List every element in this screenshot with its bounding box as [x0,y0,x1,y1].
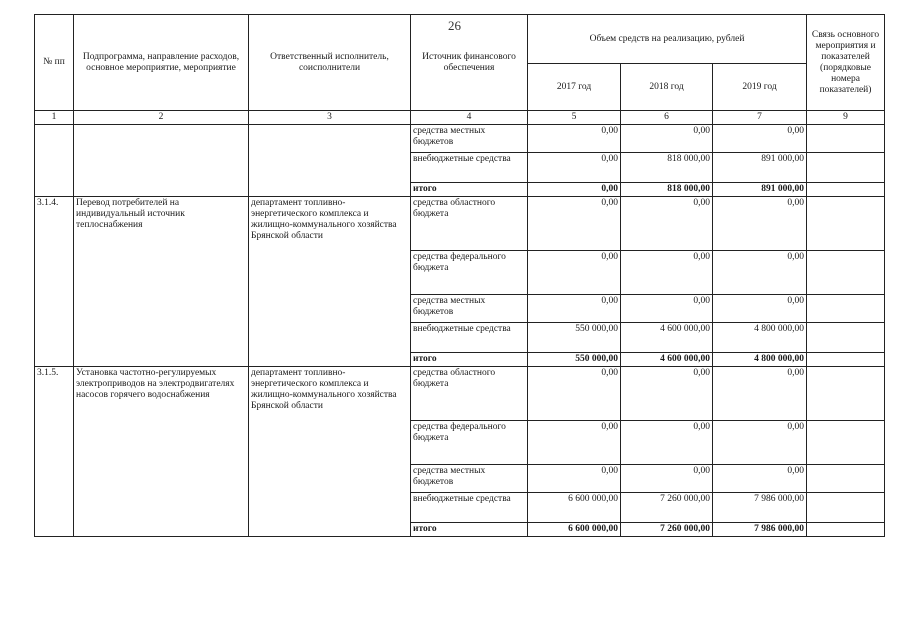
table-row [35,367,885,421]
value-2019: 0,00 [713,251,807,295]
value-2017: 0,00 [528,153,621,183]
header-year-2017: 2017 год [528,64,621,111]
value-2019: 7 986 000,00 [713,493,807,523]
value-2018: 0,00 [621,125,713,153]
index-cell: 7 [713,111,807,125]
total-label: итого [411,523,528,537]
total-2018: 7 260 000,00 [621,523,713,537]
header-year-2019: 2019 год [713,64,807,111]
source-cell: средства местных бюджетов [411,465,528,493]
total-2018: 818 000,00 [621,183,713,197]
value-2018: 0,00 [621,251,713,295]
value-2019: 0,00 [713,421,807,465]
index-cell: 5 [528,111,621,125]
total-2019: 891 000,00 [713,183,807,197]
source-cell: внебюджетные средства [411,493,528,523]
cont-no-cell [35,125,74,197]
header-year-2018: 2018 год [621,64,713,111]
value-2018: 7 260 000,00 [621,493,713,523]
header-program: Подпрограмма, направление расходов, основное мероприятие, мероприятие [74,15,249,111]
index-row [35,111,885,125]
value-2019: 0,00 [713,295,807,323]
total-2017: 550 000,00 [528,353,621,367]
link-cell [807,183,885,197]
link-cell [807,465,885,493]
table-row [35,197,885,251]
value-2017: 0,00 [528,465,621,493]
link-cell [807,523,885,537]
item-executor: департамент топливно-энергетического комплекса и жилищно-коммунального хозяйства Брянской области [249,367,411,537]
value-2017: 0,00 [528,367,621,421]
link-cell [807,197,885,251]
value-2018: 4 600 000,00 [621,323,713,353]
value-2019: 0,00 [713,367,807,421]
header-row [35,15,885,64]
value-2017: 0,00 [528,197,621,251]
source-cell: средства местных бюджетов [411,125,528,153]
total-2017: 0,00 [528,183,621,197]
value-2018: 0,00 [621,197,713,251]
index-cell: 1 [35,111,74,125]
link-cell [807,421,885,465]
value-2019: 891 000,00 [713,153,807,183]
source-cell: средства федерального бюджета [411,421,528,465]
table-row [35,125,885,153]
link-cell [807,153,885,183]
total-2019: 7 986 000,00 [713,523,807,537]
link-cell [807,353,885,367]
value-2018: 818 000,00 [621,153,713,183]
value-2017: 0,00 [528,295,621,323]
index-cell: 3 [249,111,411,125]
total-2018: 4 600 000,00 [621,353,713,367]
value-2018: 0,00 [621,421,713,465]
cont-executor-cell [249,125,411,197]
header-executor: Ответственный исполнитель, соисполнители [249,15,411,111]
link-cell [807,125,885,153]
total-label: итого [411,183,528,197]
header-volume: Объем средств на реализацию, рублей [528,15,807,64]
header-link: Связь основного мероприятия и показателей (порядковые номера показателей) [807,15,885,111]
value-2019: 0,00 [713,125,807,153]
page-number: 26 [448,18,461,33]
index-cell: 2 [74,111,249,125]
value-2018: 0,00 [621,295,713,323]
source-cell: средства областного бюджета [411,197,528,251]
value-2019: 0,00 [713,465,807,493]
index-cell: 4 [411,111,528,125]
item-name: Установка частотно-регулируемых электроприводов на электродвигателях насосов горячего водоснабжения [74,367,249,537]
item-name: Перевод потребителей на индивидуальный источник теплоснабжения [74,197,249,367]
value-2018: 0,00 [621,367,713,421]
source-cell: средства местных бюджетов [411,295,528,323]
header-no: № пп [35,15,74,111]
item-no: 3.1.4. [35,197,74,367]
value-2017: 0,00 [528,251,621,295]
link-cell [807,295,885,323]
source-cell: внебюджетные средства [411,153,528,183]
source-cell: средства областного бюджета [411,367,528,421]
item-no: 3.1.5. [35,367,74,537]
value-2018: 0,00 [621,465,713,493]
source-cell: средства федерального бюджета [411,251,528,295]
source-cell: внебюджетные средства [411,323,528,353]
index-cell: 9 [807,111,885,125]
value-2019: 4 800 000,00 [713,323,807,353]
link-cell [807,323,885,353]
total-label: итого [411,353,528,367]
item-executor: департамент топливно-энергетического комплекса и жилищно-коммунального хозяйства Брянской области [249,197,411,367]
header-source: Источник финансового обеспечения [411,15,528,111]
cont-name-cell [74,125,249,197]
index-cell: 6 [621,111,713,125]
value-2017: 0,00 [528,125,621,153]
budget-table [34,14,885,537]
total-2017: 6 600 000,00 [528,523,621,537]
value-2017: 0,00 [528,421,621,465]
value-2017: 6 600 000,00 [528,493,621,523]
link-cell [807,367,885,421]
value-2019: 0,00 [713,197,807,251]
total-2019: 4 800 000,00 [713,353,807,367]
link-cell [807,493,885,523]
link-cell [807,251,885,295]
value-2017: 550 000,00 [528,323,621,353]
